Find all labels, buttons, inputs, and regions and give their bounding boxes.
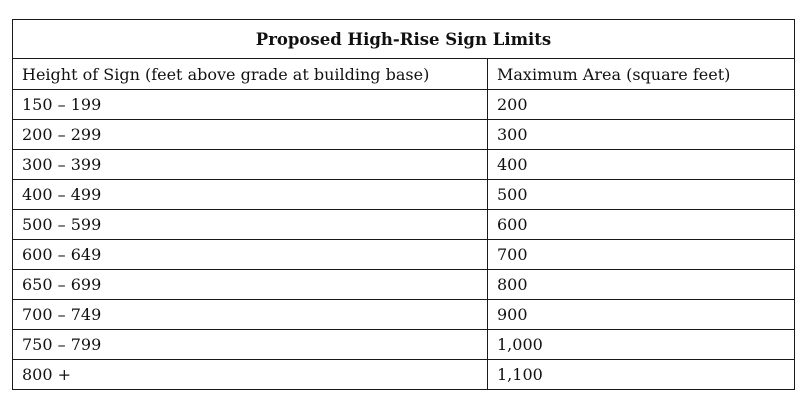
column-header-area: Maximum Area (square feet) [488,59,795,90]
table-row [13,150,795,180]
height-cell: 150 – 199 [13,90,488,120]
height-cell: 750 – 799 [13,330,488,360]
table-title: Proposed High-Rise Sign Limits [13,20,795,59]
title-row [13,20,795,59]
table-row [13,330,795,360]
sign-limits-table [12,19,795,390]
area-cell: 700 [488,240,795,270]
height-cell: 800 + [13,360,488,390]
header-row [13,59,795,90]
height-cell: 200 – 299 [13,120,488,150]
height-cell: 600 – 649 [13,240,488,270]
height-cell: 400 – 499 [13,180,488,210]
table-row [13,180,795,210]
area-cell: 400 [488,150,795,180]
table-row [13,270,795,300]
table-row [13,240,795,270]
height-cell: 300 – 399 [13,150,488,180]
table-row [13,360,795,390]
table-row [13,120,795,150]
area-cell: 600 [488,210,795,240]
area-cell: 900 [488,300,795,330]
height-cell: 650 – 699 [13,270,488,300]
area-cell: 1,000 [488,330,795,360]
area-cell: 200 [488,90,795,120]
area-cell: 800 [488,270,795,300]
table-row [13,210,795,240]
area-cell: 300 [488,120,795,150]
table-row [13,300,795,330]
table-row [13,90,795,120]
column-header-height: Height of Sign (feet above grade at building base) [13,59,488,90]
area-cell: 500 [488,180,795,210]
height-cell: 700 – 749 [13,300,488,330]
area-cell: 1,100 [488,360,795,390]
height-cell: 500 – 599 [13,210,488,240]
